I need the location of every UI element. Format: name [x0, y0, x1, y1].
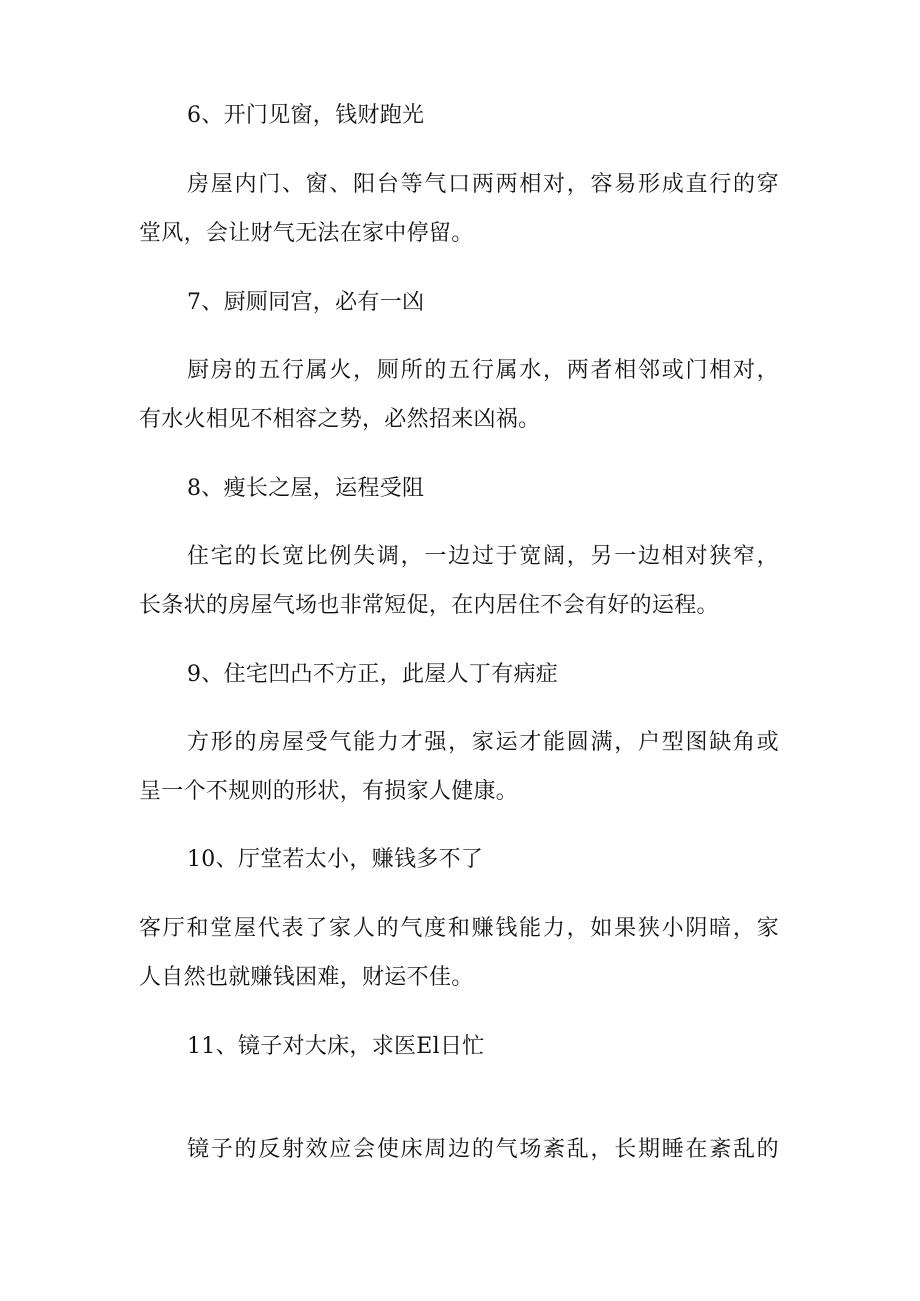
section-heading: 7、厨厕同宫，必有一凶 — [187, 290, 425, 315]
paragraph-line: 呈一个不规则的形状，有损家人健康。 — [139, 779, 519, 804]
section-heading: 10、厅堂若太小，赚钱多不了 — [187, 847, 484, 872]
section-heading: 8、瘦长之屋，运程受阻 — [187, 476, 425, 501]
paragraph-line: 厨房的五行属火，厕所的五行属水，两者相邻或门相对， — [187, 358, 779, 383]
paragraph-line: 长条状的房屋气场也非常短促，在内居住不会有好的运程。 — [139, 593, 719, 618]
paragraph-line: 人自然也就赚钱困难，财运不佳。 — [139, 965, 474, 990]
section-heading: 6、开门见窗，钱财跑光 — [187, 103, 425, 128]
paragraph-line: 有水火相见不相容之势，必然招来凶祸。 — [139, 407, 541, 432]
paragraph-line: 方形的房屋受气能力才强，家运才能圆满，户型图缺角或 — [187, 730, 779, 755]
section-heading: 11、镜子对大床，求医El日忙 — [187, 1034, 485, 1059]
paragraph-line: 住宅的长宽比例失调，一边过于宽阔，另一边相对狭窄， — [187, 544, 779, 569]
paragraph-line: 客厅和堂屋代表了家人的气度和赚钱能力，如果狭小阴暗，家 — [139, 916, 779, 941]
paragraph-line: 堂风，会让财气无法在家中停留。 — [139, 221, 474, 246]
section-heading: 9、住宅凹凸不方正，此屋人丁有病症 — [187, 662, 559, 687]
paragraph-line: 镜子的反射效应会使床周边的气场紊乱，长期睡在紊乱的 — [187, 1137, 779, 1162]
paragraph-line: 房屋内门、窗、阳台等气口两两相对，容易形成直行的穿 — [187, 172, 779, 197]
